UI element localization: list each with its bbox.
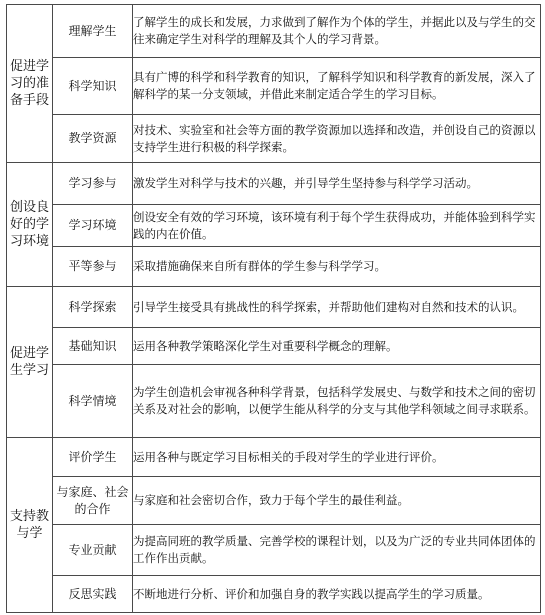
description-cell: 了解学生的成长和发展，力求做到了解作为个体的学生，并据此以及与学生的交往来确定学生对科学的理解及其个人的学习背景。 xyxy=(133,5,541,58)
description-cell: 引导学生接受具有挑战性的科学探索，并帮助他们建构对自然和技术的认识。 xyxy=(133,287,541,328)
item-cell: 科学知识 xyxy=(53,58,133,115)
description-cell: 采取措施确保来自所有群体的学生参与科学学习。 xyxy=(133,247,541,287)
table-row xyxy=(7,115,541,163)
table-row xyxy=(7,205,541,247)
table-row xyxy=(7,247,541,287)
description-cell: 创设安全有效的学习环境，该环境有利于每个学生获得成功，并能体验到科学实践的内在价值。 xyxy=(133,205,541,247)
description-cell: 为提高同班的教学质量、完善学校的课程计划，以及为广泛的专业共同体团体的工作作出贡献。 xyxy=(133,525,541,576)
item-cell: 学习参与 xyxy=(53,163,133,205)
item-cell: 学习环境 xyxy=(53,205,133,247)
category-cell: 促进学生学习 xyxy=(7,287,53,438)
description-cell: 与家庭和社会密切合作，致力于每个学生的最佳利益。 xyxy=(133,477,541,525)
table-row xyxy=(7,287,541,328)
item-cell: 教学资源 xyxy=(53,115,133,163)
item-cell: 评价学生 xyxy=(53,438,133,477)
item-cell: 平等参与 xyxy=(53,247,133,287)
item-cell: 基础知识 xyxy=(53,328,133,365)
item-cell: 专业贡献 xyxy=(53,525,133,576)
table-row xyxy=(7,438,541,477)
description-cell: 运用各种教学策略深化学生对重要科学概念的理解。 xyxy=(133,328,541,365)
table-row xyxy=(7,365,541,438)
table-row xyxy=(7,576,541,613)
description-cell: 具有广博的科学和科学教育的知识，了解科学知识和科学教育的新发展，深入了解科学的某一分支领域，并借此来制定适合学生的学习目标。 xyxy=(133,58,541,115)
table-row xyxy=(7,525,541,576)
standards-table xyxy=(6,4,541,613)
table-row xyxy=(7,5,541,58)
item-cell: 科学情境 xyxy=(53,365,133,438)
table-row xyxy=(7,58,541,115)
description-cell: 运用各种与既定学习目标相关的手段对学生的学业进行评价。 xyxy=(133,438,541,477)
description-cell: 激发学生对科学与技术的兴趣，并引导学生坚持参与科学学习活动。 xyxy=(133,163,541,205)
description-cell: 对技术、实验室和社会等方面的教学资源加以选择和改造，并创设自己的资源以支持学生进行积极的科学探索。 xyxy=(133,115,541,163)
table-row xyxy=(7,477,541,525)
category-cell: 支持教与学 xyxy=(7,438,53,613)
category-cell: 创设良好的学习环境 xyxy=(7,163,53,287)
description-cell: 为学生创造机会审视各种科学背景，包括科学发展史、与数学和技术之间的密切关系及对社会的影响，以便学生能从科学的分支与其他学科领域之间寻求联系。 xyxy=(133,365,541,438)
item-cell: 反思实践 xyxy=(53,576,133,613)
table-row xyxy=(7,163,541,205)
item-cell: 与家庭、社会的合作 xyxy=(53,477,133,525)
category-cell: 促进学习的准备手段 xyxy=(7,5,53,163)
item-cell: 理解学生 xyxy=(53,5,133,58)
item-cell: 科学探索 xyxy=(53,287,133,328)
table-row xyxy=(7,328,541,365)
description-cell: 不断地进行分析、评价和加强自身的教学实践以提高学生的学习质量。 xyxy=(133,576,541,613)
